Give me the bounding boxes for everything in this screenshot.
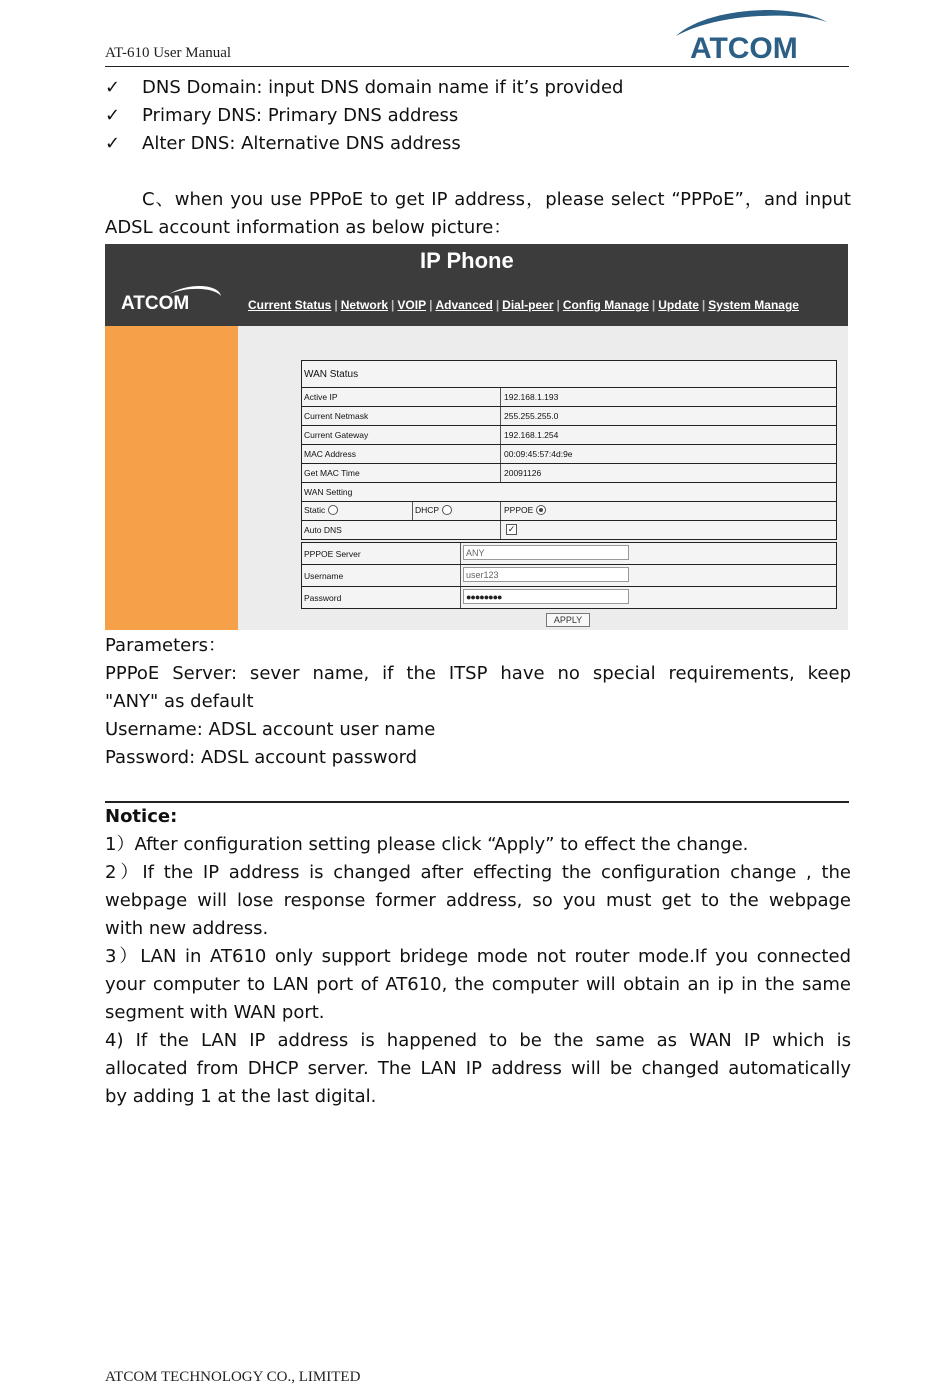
paragraph-line: "ANY" as default: [105, 691, 254, 712]
nav-advanced[interactable]: Advanced: [435, 298, 493, 312]
nav-system-manage[interactable]: System Manage: [708, 298, 799, 312]
wan-setting-label: WAN Setting: [304, 487, 353, 497]
nav-dial-peer[interactable]: Dial-peer: [502, 298, 554, 312]
atcom-brand-logo: [119, 282, 224, 316]
dhcp-radio[interactable]: [442, 505, 452, 515]
table-row: Password ●●●●●●●●: [302, 586, 836, 608]
password-input[interactable]: [463, 589, 629, 604]
table-row: Active IP 192.168.1.193: [302, 387, 836, 406]
table-row: Get MAC Time 20091126: [302, 463, 836, 482]
paragraph-line: with new address.: [105, 918, 269, 939]
manual-title: AT-610 User Manual: [105, 45, 232, 61]
top-nav: Current Status | Network | VOIP | Advanced | Dial-peer | Config Manage | Update | System Manage: [248, 298, 799, 312]
paragraph-line: PPPoE Server: sever name, if the ITSP have no special requirements, keep: [105, 663, 851, 684]
paragraph-line: ADSL account information as below picture：: [105, 217, 512, 238]
table-row: Current Netmask 255.255.255.0: [302, 406, 836, 425]
nav-config-manage[interactable]: Config Manage: [562, 298, 649, 312]
header-rule: [105, 66, 849, 67]
page-title: IP Phone: [420, 248, 514, 273]
paragraph-line: segment with WAN port.: [105, 1002, 325, 1023]
list-item: ✓ DNS Domain: input DNS domain name if it’s provided: [105, 74, 849, 102]
paragraph-line: Password: ADSL account password: [105, 747, 418, 768]
nav-network[interactable]: Network: [340, 298, 389, 312]
paragraph-line: 3）LAN in AT610 only support bridege mode not router mode.If you connected: [105, 946, 851, 967]
static-option[interactable]: Static: [304, 505, 338, 515]
table-row: Username user123: [302, 564, 836, 586]
wan-mode-row: [302, 501, 836, 520]
parameters-section: [105, 632, 851, 772]
dhcp-option[interactable]: DHCP: [415, 505, 452, 515]
paragraph-line: by adding 1 at the last digital.: [105, 1086, 377, 1107]
pppoe-settings-table: [301, 542, 837, 609]
footer-company: ATCOM TECHNOLOGY CO., LIMITED: [105, 1369, 361, 1385]
nav-voip[interactable]: VOIP: [397, 298, 427, 312]
paragraph-line: Username: ADSL account user name: [105, 719, 436, 740]
apply-button[interactable]: APPLY: [546, 613, 590, 627]
atcom-logo: [668, 6, 838, 66]
ip-phone-web-screenshot: [105, 244, 848, 630]
checkmark-icon: ✓: [105, 133, 121, 154]
pppoe-radio[interactable]: [536, 505, 546, 515]
paragraph-line: your computer to LAN port of AT610, the computer will obtain an ip in the same: [105, 974, 851, 995]
table-row: Auto DNS ✓: [302, 520, 836, 539]
checkmark-icon: ✓: [105, 77, 121, 98]
paragraph-line: 2）If the IP address is changed after effecting the configuration change , the: [105, 862, 851, 883]
nav-current-status[interactable]: Current Status: [248, 298, 332, 312]
list-item: ✓ Alter DNS: Alternative DNS address: [105, 130, 849, 158]
dns-bullet-list: [105, 74, 849, 158]
pppoe-option[interactable]: PPPOE: [504, 505, 546, 515]
pppoe-server-input[interactable]: [463, 545, 629, 560]
username-input[interactable]: [463, 567, 629, 582]
auto-dns-checkbox[interactable]: ✓: [507, 524, 516, 534]
paragraph-line: C、when you use PPPoE to get IP address，please select “PPPoE”，and input: [142, 189, 851, 210]
notice-heading: Notice:: [105, 806, 178, 827]
static-radio[interactable]: [328, 505, 338, 515]
table-row: [302, 482, 836, 501]
nav-update[interactable]: Update: [658, 298, 699, 312]
wan-status-heading: WAN Status: [304, 369, 359, 380]
table-row: Current Gateway 192.168.1.254: [302, 425, 836, 444]
table-row: PPPOE Server ANY: [302, 543, 836, 564]
pppoe-intro-paragraph: [105, 186, 851, 242]
paragraph-line: 4) If the LAN IP address is happened to be the same as WAN IP which is: [105, 1030, 851, 1051]
left-sidebar: [105, 326, 238, 630]
checkmark-icon: ✓: [105, 105, 121, 126]
notice-section: [105, 803, 851, 1111]
paragraph-line: webpage will lose response former address, so you must get to the webpage: [105, 890, 851, 911]
svg-text:ATCOM: ATCOM: [121, 293, 190, 314]
parameters-heading: Parameters：: [105, 635, 227, 656]
paragraph-line: allocated from DHCP server. The LAN IP address will be changed automatically: [105, 1058, 851, 1079]
table-row: MAC Address 00:09:45:57:4d:9e: [302, 444, 836, 463]
paragraph-line: 1）After configuration setting please click “Apply” to effect the change.: [105, 834, 749, 855]
table-row: [302, 361, 836, 387]
svg-text:ATCOM: ATCOM: [690, 32, 798, 65]
list-item: ✓ Primary DNS: Primary DNS address: [105, 102, 849, 130]
wan-status-table: [301, 360, 837, 540]
